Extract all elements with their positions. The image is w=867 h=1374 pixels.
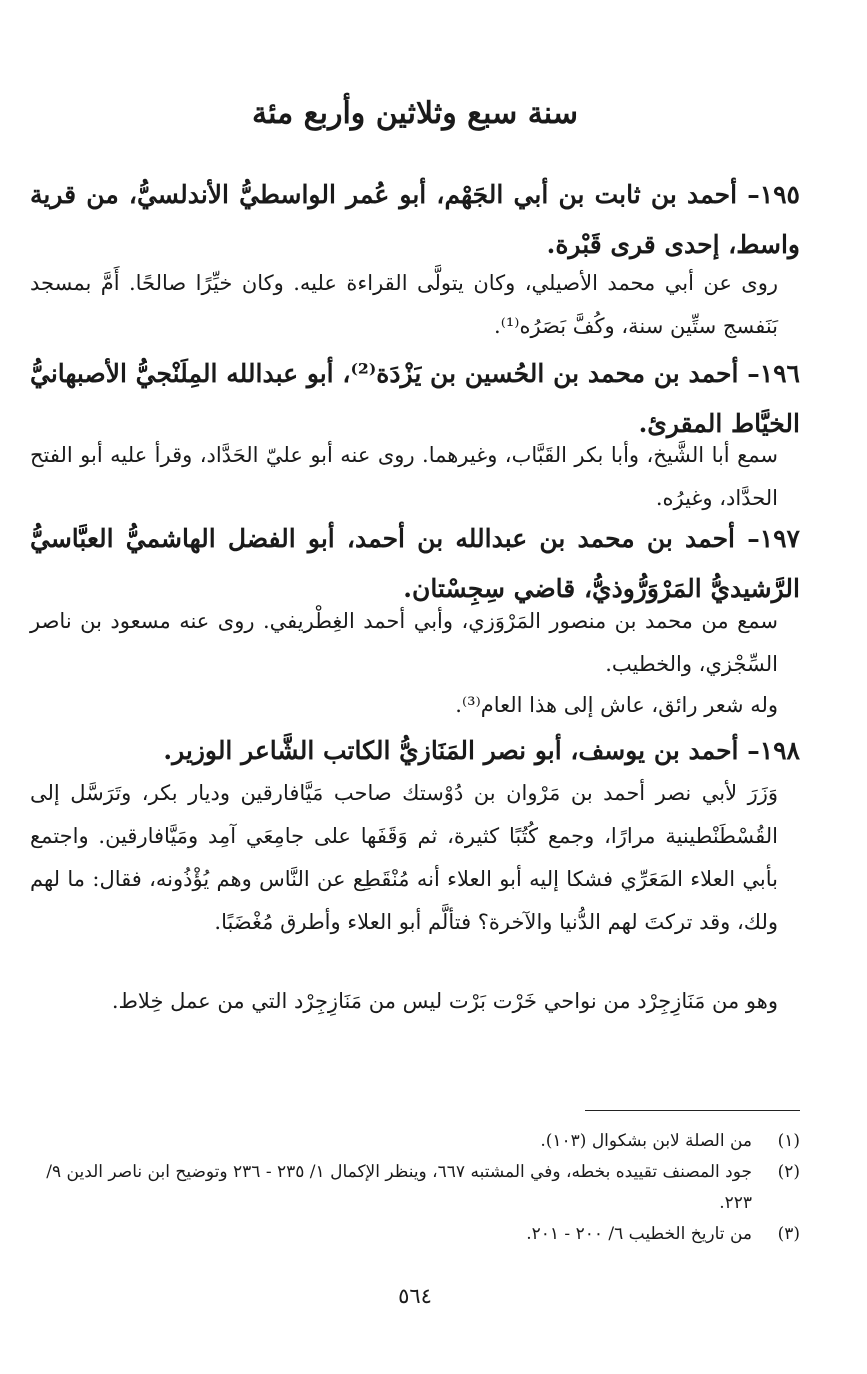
footnote: [30, 1219, 800, 1250]
footnote-text: جود المصنف تقييده بخطه، وفي المشتبه ٦٦٧، وينظر الإكمال ١/ ٢٣٥ - ٢٣٦ وتوضيح ابن ناصر الدين ٩/ ٢٢٣.: [46, 1162, 752, 1213]
book-page: [30, 0, 800, 1374]
footnote-divider: [585, 1110, 800, 1111]
entry-paragraph: روى عن أبي محمد الأصيلي، وكان يتولَّى القراءة عليه. وكان خيِّرًا صالحًا. أَمَّ بمسجد بَنَفسج ستِّين سنة، وكُفَّ بَصَرُه⁽¹⁾.: [30, 271, 778, 338]
entry-paragraph: سمع من محمد بن منصور المَرْوَزي، وأبي أحمد الغِطْريفي. روى عنه مسعود بن ناصر السِّجْزي، والخطيب.: [30, 609, 778, 676]
entry-heading-text: – أحمد بن يوسف، أبو نصر المَنَازيُّ الكاتب الشَّاعر الوزير.: [163, 736, 760, 765]
entry-number: ١٩٥: [759, 180, 800, 209]
entry-heading: [30, 170, 800, 270]
footnote-text: من تاريخ الخطيب ٦/ ٢٠٠ - ٢٠١.: [526, 1224, 752, 1244]
page-number: ٥٦٤: [398, 1284, 432, 1308]
entry-number: ١٩٦: [759, 359, 800, 388]
entry-paragraph: وله شعر رائق، عاش إلى هذا العام⁽³⁾.: [455, 693, 778, 717]
footnote: [30, 1126, 800, 1157]
footnote-mark: (٢): [777, 1162, 800, 1182]
entry-heading-text: – أحمد بن محمد بن عبدالله بن أحمد، أبو الفضل الهاشميُّ العبَّاسيُّ الرَّشيديُّ المَرْوَرُّوذيُّ، قاضي سِجِسْتان.: [30, 524, 800, 603]
footnotes: [30, 1126, 800, 1250]
entry-number: ١٩٨: [759, 736, 800, 765]
entry-heading: [30, 726, 800, 776]
entry-paragraph: وهو من مَنَازِجِرْد من نواحي خَرْت بَرْت ليس من مَنَازِجِرْد التي من عمل خِلاط.: [111, 989, 778, 1013]
entry-heading-text: – أحمد بن ثابت بن أبي الجَهْم، أبو عُمر الواسطيُّ الأندلسيُّ، من قرية واسط، إحدى قرى قَبْرة.: [30, 180, 800, 259]
entry-paragraph: سمع أبا الشَّيخ، وأبا بكر القَبَّاب، وغيرهما. روى عنه أبو عليّ الحَدَّاد، وقرأ عليه أبو الفتح الحدَّاد، وغيرُه.: [30, 443, 778, 510]
entry-heading-text: – أحمد بن محمد بن الحُسين بن يَزْدَة⁽²⁾، أبو عبدالله المِلَنْجيُّ الأصبهانيُّ الخيَّاط المقرئ.: [30, 359, 800, 438]
footnote-text: من الصلة لابن بشكوال (١٠٣).: [540, 1131, 752, 1151]
footnote-mark: (١): [777, 1131, 800, 1151]
entry-heading: [30, 514, 800, 614]
entry-number: ١٩٧: [759, 524, 800, 553]
entry-paragraph: وَزَرَ لأبي نصر أحمد بن مَرْوان بن دُوْستك صاحب مَيَّافارقين وديار بكر، وتَرَسَّل إلى القُسْطَنْطينية مرارًا، وجمع كُتُبًا كثيرة، ثم وَقَفَها على جامِعَي آمِد ومَيَّافارقين. واجتمع بأبي العلاء المَعَرِّي فشكا إليه أبو العلاء أنه مُنْقَطِع عن النَّاس وهم يُؤْذُونه، فقال: ما لهم ولك، وقد تركتَ لهم الدُّنيا والآخرة؟ فتألَّم أبو العلاء وأطرق مُغْضَبًا.: [30, 781, 778, 934]
footnote-mark: (٣): [777, 1224, 800, 1244]
footnote: [30, 1157, 800, 1219]
page-title: سنة سبع وثلاثين وأربع مئة: [251, 96, 578, 131]
